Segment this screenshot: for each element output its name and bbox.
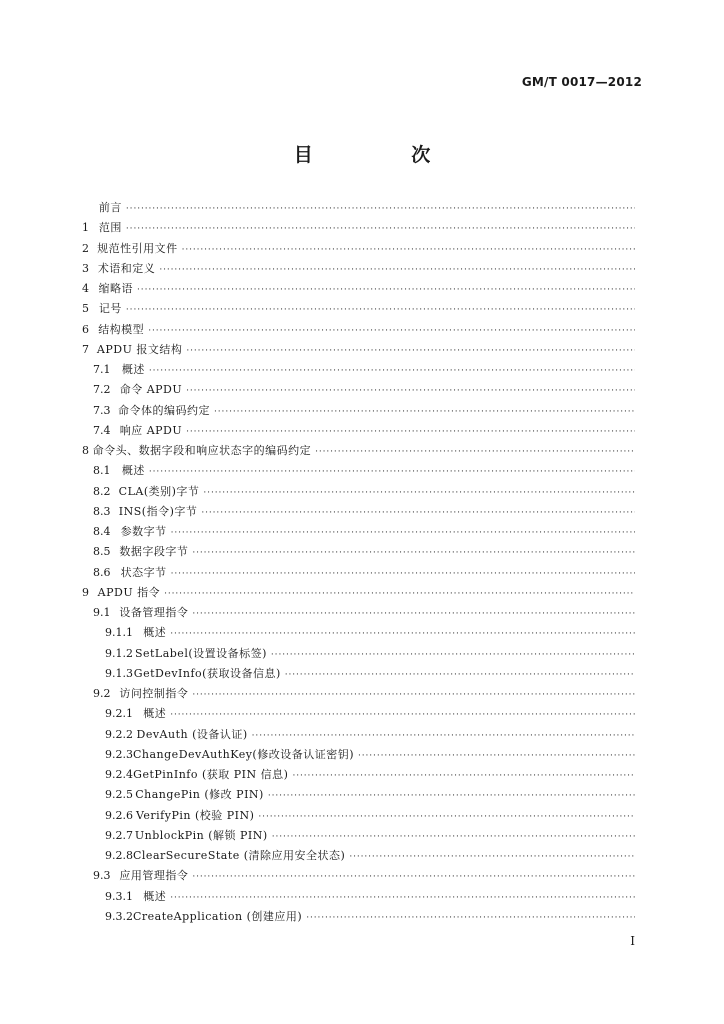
toc-entry-number: 9.3.1 xyxy=(105,889,133,903)
toc-entry-title: 命令 APDU xyxy=(119,383,183,397)
toc-entry-number: 9.2.4 xyxy=(105,768,133,781)
toc-entry[interactable] xyxy=(82,786,635,806)
toc-entry[interactable] xyxy=(82,867,635,887)
toc-entry-title: 缩略语 xyxy=(98,282,134,295)
toc-entry-number: 9.2 xyxy=(93,687,111,700)
toc-entry-title: ClearSecureState (清除应用安全状态) xyxy=(133,849,346,862)
toc-entry[interactable] xyxy=(82,604,635,624)
toc-entry-number: 3 xyxy=(82,261,89,275)
toc-entry[interactable] xyxy=(82,645,635,665)
toc-dot-leader xyxy=(170,710,635,720)
toc-entry[interactable] xyxy=(82,584,635,604)
toc-dot-leader xyxy=(306,913,635,923)
toc-entry-number: 9.2.3 xyxy=(105,747,133,761)
toc-entry[interactable] xyxy=(82,726,635,746)
toc-dot-leader xyxy=(252,731,635,741)
toc-entry-number: 9.1 xyxy=(93,606,111,619)
toc-dot-leader xyxy=(258,812,635,822)
toc-entry-title: UnblockPin (解锁 PIN) xyxy=(134,828,268,842)
toc-entry[interactable] xyxy=(82,523,635,543)
toc-entry[interactable] xyxy=(82,402,635,422)
toc-entry-title: 范围 xyxy=(98,221,122,235)
toc-dot-leader xyxy=(268,791,635,801)
toc-entry-number: 6 xyxy=(82,322,89,336)
toc-entry-number: 5 xyxy=(82,302,89,316)
toc-dot-leader xyxy=(203,488,635,498)
toc-dot-leader xyxy=(192,609,635,619)
toc-dot-leader xyxy=(201,508,635,518)
toc-entry-title: CreateApplication (创建应用) xyxy=(133,909,303,923)
toc-entry-title: 命令体的编码约定 xyxy=(118,403,211,417)
toc-dot-leader xyxy=(186,386,635,396)
toc-entry-title: APDU 报文结构 xyxy=(96,342,183,356)
toc-dot-leader xyxy=(149,467,635,477)
toc-dot-leader xyxy=(149,366,635,376)
toc-entry-number: 9.2.7 xyxy=(105,828,133,842)
toc-dot-leader xyxy=(285,670,635,680)
toc-entry-title: 响应 APDU xyxy=(119,423,183,437)
toc-entry-number: 9.2.1 xyxy=(105,707,133,721)
toc-entry[interactable] xyxy=(82,564,635,584)
toc-entry-title: CLA(类别)字节 xyxy=(118,484,200,498)
page-number: I xyxy=(630,934,635,948)
toc-dot-leader xyxy=(272,832,635,842)
toc-entry-title: 概述 xyxy=(143,889,167,903)
toc-entry-number: 7.1 xyxy=(93,363,111,376)
toc-dot-leader xyxy=(292,771,635,781)
toc-entry-number: 8.1 xyxy=(93,464,111,478)
toc-entry[interactable] xyxy=(82,705,635,725)
toc-entry-title: 概述 xyxy=(143,707,167,721)
toc-entry-title: 概述 xyxy=(143,626,167,640)
toc-dot-leader xyxy=(170,629,635,639)
toc-entry-title: DevAuth (设备认证) xyxy=(136,727,248,741)
toc-entry[interactable] xyxy=(82,361,635,381)
toc-entry-number: 7.2 xyxy=(93,383,111,397)
toc-entry-title: APDU 指令 xyxy=(97,585,161,599)
toc-entry[interactable] xyxy=(82,685,635,705)
toc-entry-title: 前言 xyxy=(98,201,122,214)
toc-entry-title: 访问控制指令 xyxy=(119,687,189,700)
toc-entry-title: ChangePin (修改 PIN) xyxy=(135,788,264,802)
toc-dot-leader xyxy=(192,690,635,700)
toc-entry-title: INS(指令)字节 xyxy=(118,504,198,518)
toc-entry[interactable] xyxy=(82,280,635,300)
toc-entry-number: 2 xyxy=(82,241,89,255)
toc-dot-leader xyxy=(271,650,635,660)
toc-entry-title: 应用管理指令 xyxy=(119,869,189,883)
toc-entry[interactable] xyxy=(82,503,635,523)
toc-dot-leader xyxy=(315,447,635,457)
toc-entry-title: 设备管理指令 xyxy=(119,606,189,619)
toc-dot-leader xyxy=(186,427,635,437)
toc-entry-number: 7.3 xyxy=(93,403,111,417)
toc-entry-number: 8.4 xyxy=(93,525,111,538)
toc-entry[interactable] xyxy=(82,908,635,928)
toc-entry-number: 9.3.2 xyxy=(105,909,133,923)
toc-entry-number: 7 xyxy=(82,342,89,356)
toc-entry-title: 术语和定义 xyxy=(97,261,156,275)
toc-entry[interactable] xyxy=(82,847,635,867)
toc-entry[interactable] xyxy=(82,543,635,563)
toc-entry-title: VerifyPin (校验 PIN) xyxy=(135,808,255,822)
toc-entry-title: SetLabel(设置设备标签) xyxy=(134,646,267,660)
toc-entry[interactable] xyxy=(82,321,635,341)
toc-entry-title: 规范性引用文件 xyxy=(97,241,178,255)
toc-dot-leader xyxy=(171,528,635,538)
toc-dot-leader xyxy=(137,285,635,295)
toc-entry[interactable] xyxy=(82,341,635,361)
toc-entry[interactable] xyxy=(82,827,635,847)
toc-entry-number: 1 xyxy=(82,221,89,235)
toc-entry-title: 数据字段字节 xyxy=(119,545,189,559)
toc-entry-title: GetDevInfo(获取设备信息) xyxy=(133,666,281,680)
toc-entry[interactable] xyxy=(82,381,635,401)
toc-entry-title: ChangeDevAuthKey(修改设备认证密钥) xyxy=(133,747,355,761)
toc-entry[interactable] xyxy=(82,260,635,280)
toc-entry[interactable] xyxy=(82,422,635,442)
toc-entry-number: 9.1.3 xyxy=(105,666,133,680)
toc-entry[interactable] xyxy=(82,240,635,260)
toc-entry[interactable] xyxy=(82,888,635,908)
toc-dot-leader xyxy=(358,751,635,761)
toc-entry-title: 状态字节 xyxy=(120,565,167,579)
toc-entry-title: 概述 xyxy=(121,363,145,376)
toc-dot-leader xyxy=(186,346,635,356)
toc-entry-title: 参数字节 xyxy=(120,525,167,538)
toc-entry[interactable] xyxy=(82,219,635,239)
toc-dot-leader xyxy=(349,852,635,862)
toc-entry-number: 8 xyxy=(82,444,89,457)
toc-entry[interactable] xyxy=(82,300,635,320)
toc-entry-title: GetPinInfo (获取 PIN 信息) xyxy=(133,768,289,781)
toc-dot-leader xyxy=(192,872,635,882)
toc-entry-number: 7.4 xyxy=(93,423,111,437)
toc-entry-number: 4 xyxy=(82,282,89,295)
toc-dot-leader xyxy=(182,245,635,255)
toc-entry-number: 9.3 xyxy=(93,869,111,883)
toc-entry-number: 9.1.1 xyxy=(105,626,133,640)
toc-entry[interactable] xyxy=(82,746,635,766)
toc-dot-leader xyxy=(171,569,635,579)
toc-entry[interactable] xyxy=(82,807,635,827)
toc-entry-number: 8.5 xyxy=(93,545,111,559)
toc-entry-number: 8.2 xyxy=(93,484,111,498)
toc-entry-number: 9.2.2 xyxy=(105,727,133,741)
page-title: 目 次 xyxy=(293,144,477,166)
toc-dot-leader xyxy=(126,224,635,234)
toc-entry-number: 9.2.8 xyxy=(105,849,133,862)
toc-entry[interactable] xyxy=(82,442,635,462)
table-of-contents xyxy=(82,199,635,928)
toc-dot-leader xyxy=(164,589,635,599)
toc-dot-leader xyxy=(192,548,635,558)
toc-dot-leader xyxy=(126,305,635,315)
toc-entry-title: 命令头、数据字段和响应状态字的编码约定 xyxy=(92,444,312,457)
toc-entry[interactable] xyxy=(82,462,635,482)
toc-dot-leader xyxy=(214,407,635,417)
toc-entry[interactable] xyxy=(82,483,635,503)
toc-entry[interactable] xyxy=(82,665,635,685)
toc-entry-number: 9.2.6 xyxy=(105,808,133,822)
toc-entry[interactable] xyxy=(82,199,635,219)
toc-entry-title: 记号 xyxy=(98,302,122,316)
toc-dot-leader xyxy=(170,893,635,903)
toc-entry[interactable] xyxy=(82,766,635,786)
toc-entry-number: 9.1.2 xyxy=(105,646,133,660)
toc-dot-leader xyxy=(159,265,635,275)
standard-code: GM/T 0017—2012 xyxy=(521,75,642,89)
toc-entry-title: 结构模型 xyxy=(98,322,145,336)
toc-entry-number: 9.2.5 xyxy=(105,788,133,802)
toc-entry-number: 8.3 xyxy=(93,504,111,518)
toc-entry-number: 9 xyxy=(82,585,89,599)
toc-entry-title: 概述 xyxy=(121,464,145,478)
toc-entry[interactable] xyxy=(82,624,635,644)
toc-dot-leader xyxy=(126,204,635,214)
toc-entry-number: 8.6 xyxy=(93,565,111,579)
toc-dot-leader xyxy=(148,326,635,336)
